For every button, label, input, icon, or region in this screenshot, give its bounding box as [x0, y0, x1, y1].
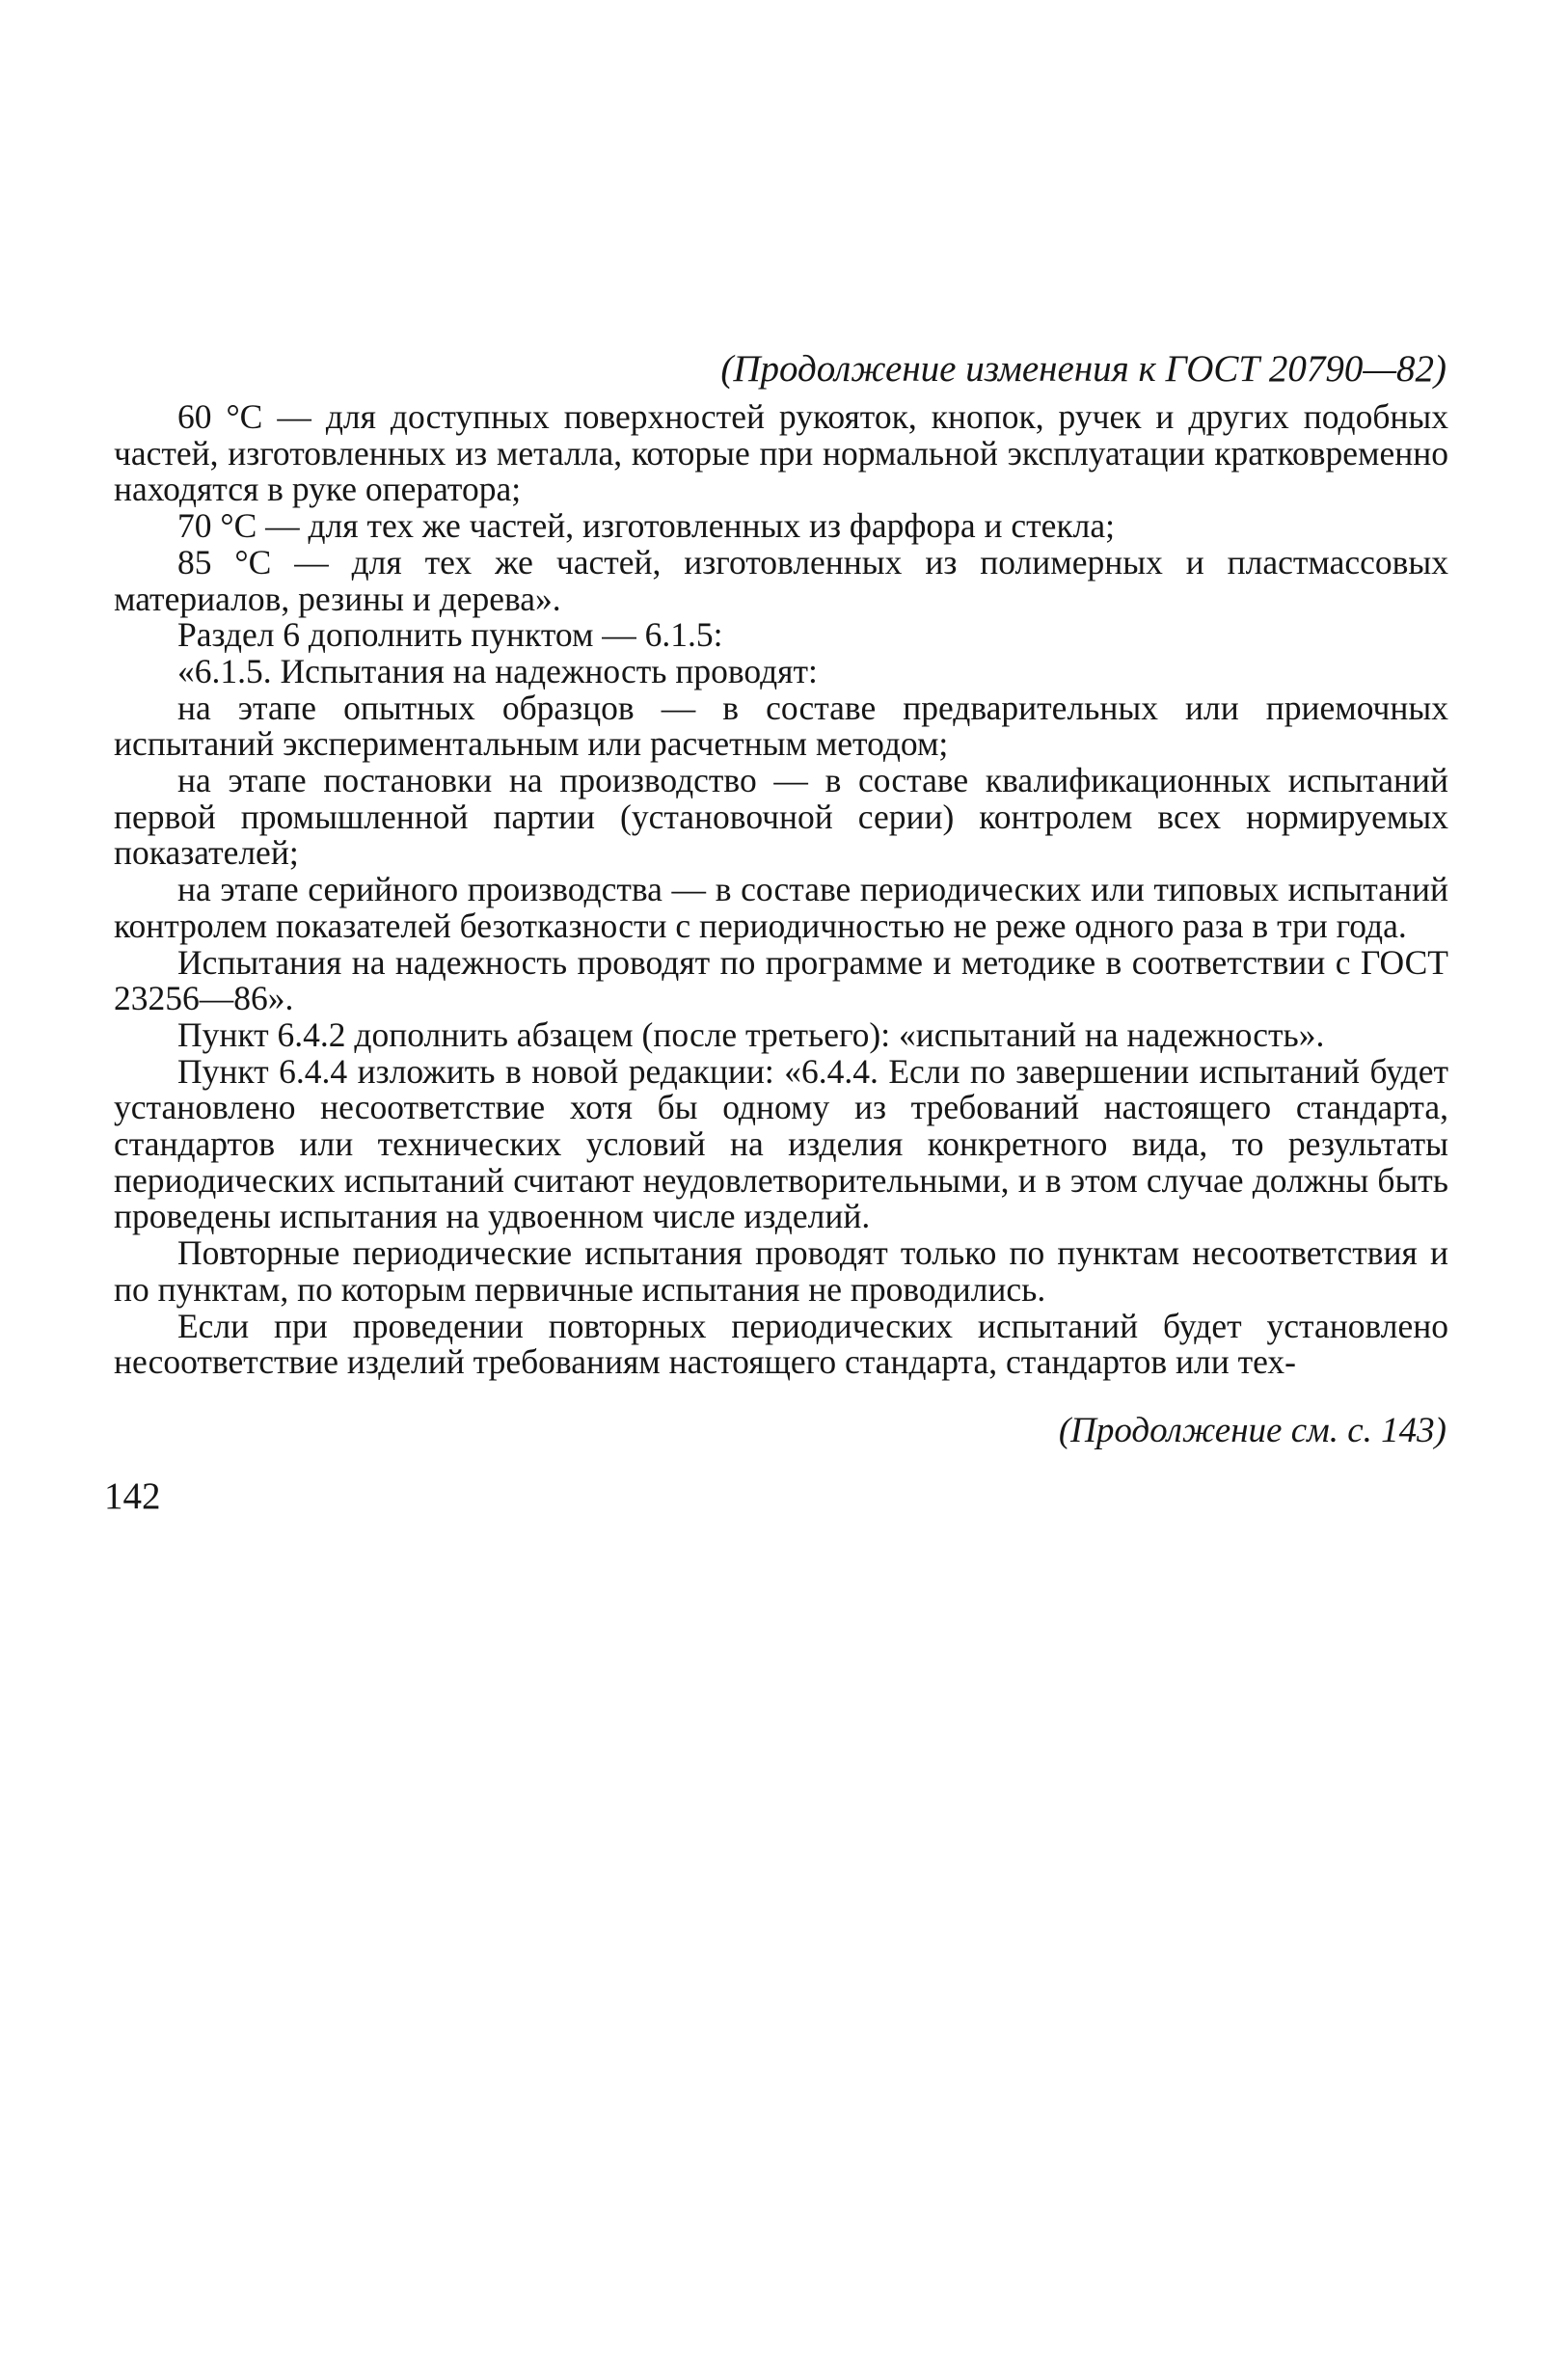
paragraph: Испытания на надежность проводят по программе и методике в соответствии с ГОСТ 23256—86».: [114, 942, 1448, 1018]
continuation-header: (Продолжение изменения к ГОСТ 20790—82): [720, 348, 1446, 390]
paragraph: 60 °С — для доступных поверхностей рукояток, кнопок, ручек и других подобных частей, изготовленных из металла, которые при нормальной эксплуатации кратковременно находятся в руке оператора;: [114, 397, 1448, 509]
body-text: [114, 399, 1448, 1381]
paragraph: на этапе опытных образцов — в составе предварительных или приемочных испытаний экспериментальным или расчетным методом;: [114, 688, 1448, 764]
paragraph: Повторные периодические испытания проводят только по пунктам несоответствия и по пунктам, по которым первичные испытания не проводились.: [114, 1233, 1448, 1309]
page-number: 142: [104, 1475, 161, 1517]
paragraph: 85 °С — для тех же частей, изготовленных из полимерных и пластмассовых материалов, резины и дерева».: [114, 542, 1448, 618]
paragraph: Раздел 6 дополнить пунктом — 6.1.5:: [177, 615, 723, 655]
paragraph: на этапе постановки на производство — в составе квалификационных испытаний первой промышленной партии (установочной серии) контролем всех нормируемых показателей;: [114, 761, 1448, 873]
paragraph: Если при проведении повторных периодических испытаний будет установлено несоответствие изделий требованиям настоящего стандарта, стандартов или тех-: [114, 1306, 1448, 1382]
continuation-footer: (Продолжение см. с. 143): [1058, 1411, 1446, 1450]
paragraph: Пункт 6.4.4 изложить в новой редакции: «6.4.4. Если по завершении испытаний будет установлено несоответствие хотя бы одному из требований настоящего стандарта, стандартов или технических условий на изделия конкретного вида, то результаты периодических испытаний считают неудовлетворительными, и в этом случае должны быть проведены испытания на удвоенном числе изделий.: [114, 1051, 1448, 1236]
paragraph: Пункт 6.4.2 дополнить абзацем (после третьего): «испытаний на надежность».: [177, 1014, 1325, 1054]
paragraph: на этапе серийного производства — в составе периодических или типовых испытаний контролем показателей безотказности с периодичностью не реже одного раза в три года.: [114, 870, 1448, 945]
paragraph: «6.1.5. Испытания на надежность проводят:: [177, 651, 818, 690]
paragraph: 70 °С — для тех же частей, изготовленных из фарфора и стекла;: [177, 506, 1116, 546]
